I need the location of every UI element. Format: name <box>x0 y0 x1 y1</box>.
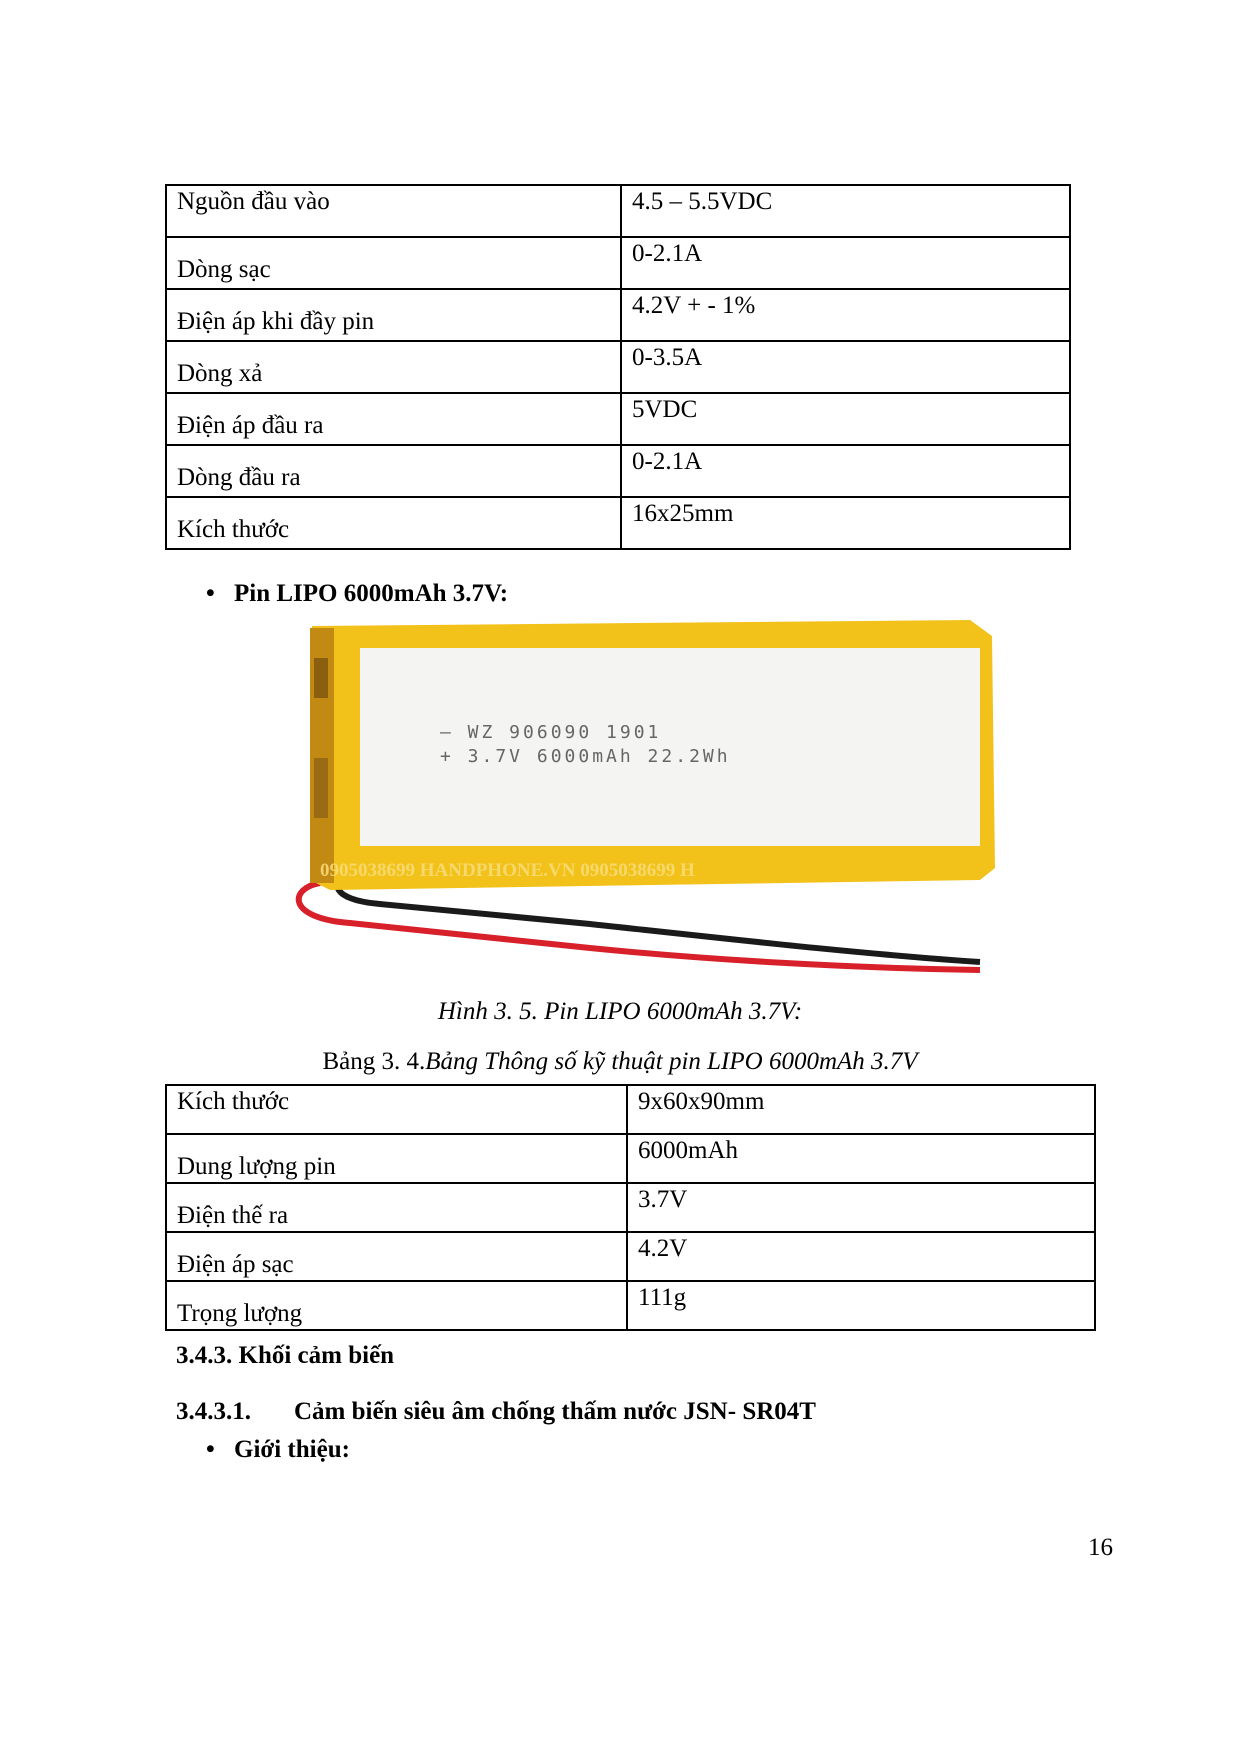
table-row <box>166 445 1070 497</box>
battery-tab <box>314 658 328 698</box>
table-cell-value: 6000mAh <box>627 1134 1095 1183</box>
table-row <box>166 185 1070 237</box>
table-cell-value: 0-2.1A <box>621 237 1070 289</box>
table-cell-value: 9x60x90mm <box>627 1085 1095 1134</box>
charger-spec-table <box>165 184 1071 550</box>
table-cell-label: Trọng lượng <box>166 1281 627 1330</box>
table-row <box>166 1232 1095 1281</box>
black-wire <box>338 876 980 962</box>
table-cell-value: 5VDC <box>621 393 1070 445</box>
figure-caption: Hình 3. 5. Pin LIPO 6000mAh 3.7V: <box>437 998 803 1025</box>
table-row <box>166 289 1070 341</box>
table-cell-label: Điện áp khi đầy pin <box>166 289 621 341</box>
bullet-intro: • Giới thiệu: <box>206 1436 350 1463</box>
table-cell-label: Điện áp đầu ra <box>166 393 621 445</box>
battery-spec-table <box>165 1084 1096 1331</box>
battery-label-line2: + 3.7V 6000mAh 22.2Wh <box>440 746 731 767</box>
watermark-text: 0905038699 HANDPHONE.VN 0905038699 H <box>320 860 695 881</box>
bullet-dot-icon: • <box>206 580 215 607</box>
table-cell-label: Dòng sạc <box>166 237 621 289</box>
battery-label-line1: – WZ 906090 1901 <box>440 722 662 743</box>
table-row <box>166 497 1070 549</box>
table-cell-value: 3.7V <box>627 1183 1095 1232</box>
table-row <box>166 1183 1095 1232</box>
table-row <box>166 237 1070 289</box>
table-cell-label: Điện thế ra <box>166 1183 627 1232</box>
table-cell-value: 4.2V + - 1% <box>621 289 1070 341</box>
table-cell-value: 111g <box>627 1281 1095 1330</box>
table-cell-label: Điện áp sạc <box>166 1232 627 1281</box>
bullet-battery: • Pin LIPO 6000mAh 3.7V: <box>206 580 509 607</box>
table-cell-label: Kích thước <box>166 1085 627 1134</box>
table-cell-label: Dung lượng pin <box>166 1134 627 1183</box>
table-cell-value: 4.2V <box>627 1232 1095 1281</box>
table-cell-label: Dòng đầu ra <box>166 445 621 497</box>
table-cell-label: Nguồn đầu vào <box>166 185 621 237</box>
table-row <box>166 1085 1095 1134</box>
table-cell-value: 0-3.5A <box>621 341 1070 393</box>
table-row <box>166 1134 1095 1183</box>
table-cell-value: 16x25mm <box>621 497 1070 549</box>
table-row <box>166 1281 1095 1330</box>
table-row <box>166 393 1070 445</box>
table-row <box>166 341 1070 393</box>
bullet-dot-icon: • <box>206 1436 215 1463</box>
section-heading: 3.4.3. Khối cảm biến <box>176 1342 395 1369</box>
subsection-heading: 3.4.3.1. Cảm biến siêu âm chống thấm nước JSN- SR04T <box>176 1398 816 1425</box>
table-cell-label: Kích thước <box>166 497 621 549</box>
page-number: 16 <box>1088 1534 1113 1561</box>
table-caption: Bảng 3. 4.Bảng Thông số kỹ thuật pin LIPO 6000mAh 3.7V <box>322 1048 918 1075</box>
table-cell-value: 0-2.1A <box>621 445 1070 497</box>
table-cell-value: 4.5 – 5.5VDC <box>621 185 1070 237</box>
table-cell-label: Dòng xả <box>166 341 621 393</box>
lipo-battery-image <box>290 618 1000 980</box>
battery-tab <box>314 758 328 818</box>
